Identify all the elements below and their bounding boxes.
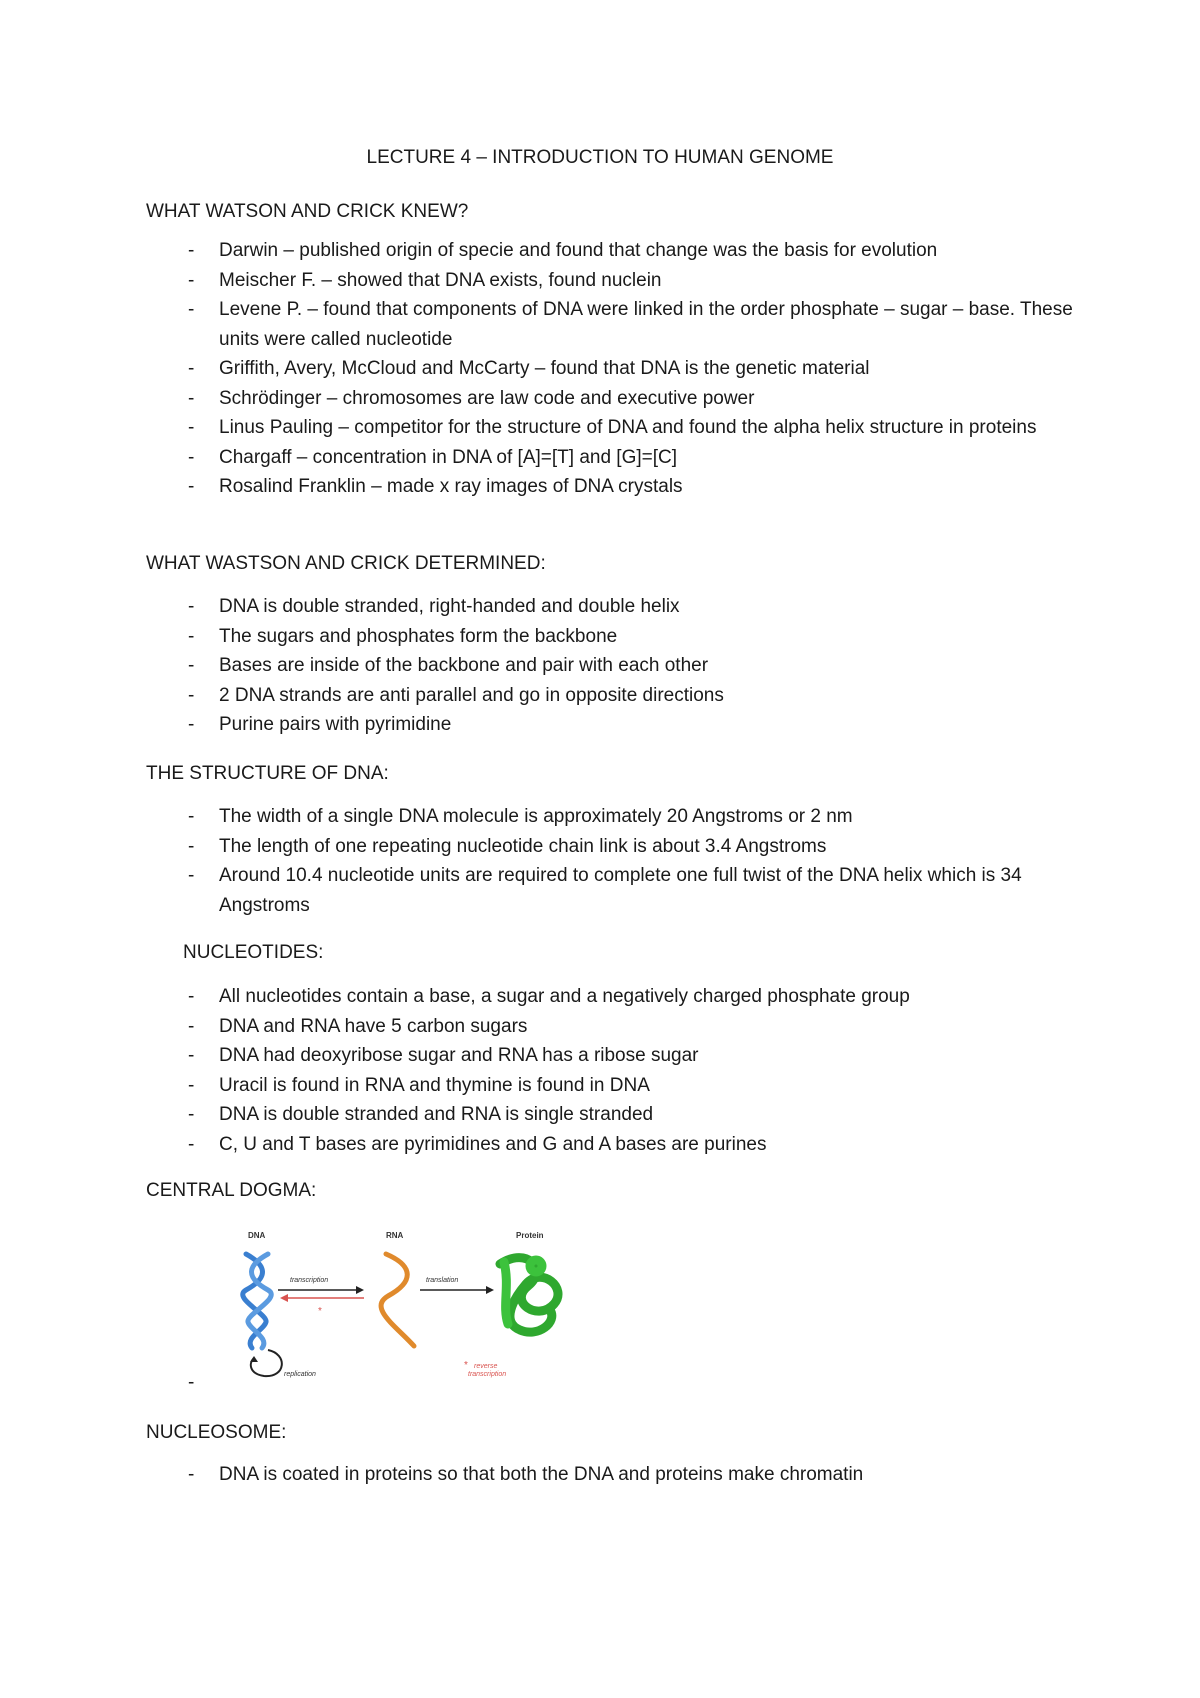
heading-watson-crick-determined: WHAT WASTSON AND CRICK DETERMINED:: [146, 553, 546, 574]
transcription-arrow-icon: [278, 1286, 364, 1294]
figure-star: *: [318, 1306, 322, 1317]
list-item: - DNA had deoxyribose sugar and RNA has a ribose sugar: [146, 1041, 1076, 1071]
list-item: - The sugars and phosphates form the backbone: [146, 622, 1076, 652]
reverse-transcription-arrow-icon: [280, 1294, 364, 1302]
list-item: - The width of a single DNA molecule is approximately 20 Angstroms or 2 nm: [146, 802, 1076, 832]
figure-label-reverse: reverse: [474, 1363, 498, 1370]
list-item: - Rosalind Franklin – made x ray images of DNA crystals: [146, 472, 1076, 502]
list-item: - DNA is coated in proteins so that both the DNA and proteins make chromatin: [146, 1460, 1076, 1490]
dna-helix-icon: [243, 1254, 271, 1348]
list-item: - Levene P. – found that components of DNA were linked in the order phosphate – sugar – base. These units were called nucleotide: [146, 295, 1076, 354]
list-item: - The length of one repeating nucleotide chain link is about 3.4 Angstroms: [146, 832, 1076, 862]
protein-icon: [500, 1258, 558, 1333]
heading-watson-crick-knew: WHAT WATSON AND CRICK KNEW?: [146, 201, 469, 222]
heading-nucleosome: NUCLEOSOME:: [146, 1422, 287, 1443]
heading-central-dogma: CENTRAL DOGMA:: [146, 1180, 317, 1201]
list-item: - Purine pairs with pyrimidine: [146, 710, 1076, 740]
figure-label-protein: Protein: [516, 1231, 544, 1240]
list-item: - 2 DNA strands are anti parallel and go in opposite directions: [146, 681, 1076, 711]
list-nucleotides: [146, 982, 1076, 1159]
heading-structure-of-dna: THE STRUCTURE OF DNA:: [146, 763, 389, 784]
list-nucleosome: [146, 1460, 1076, 1490]
figure-label-replication: replication: [284, 1371, 316, 1378]
list-watson-crick-knew: [146, 236, 1076, 502]
figure-star-reverse: *: [464, 1360, 468, 1371]
list-item: - DNA and RNA have 5 carbon sugars: [146, 1012, 1076, 1042]
translation-arrow-icon: [420, 1286, 494, 1294]
list-item: - Uracil is found in RNA and thymine is found in DNA: [146, 1071, 1076, 1101]
rna-strand-icon: [381, 1254, 414, 1346]
list-watson-crick-determined: [146, 592, 1076, 740]
list-item: - Darwin – published origin of specie and found that change was the basis for evolution: [146, 236, 1076, 266]
central-dogma-figure: [238, 1226, 598, 1382]
list-item: - All nucleotides contain a base, a sugar and a negatively charged phosphate group: [146, 982, 1076, 1012]
list-item: - Linus Pauling – competitor for the structure of DNA and found the alpha helix structure in proteins: [146, 413, 1076, 443]
list-item: - DNA is double stranded and RNA is single stranded: [146, 1100, 1076, 1130]
replication-arrow-icon: [250, 1350, 282, 1376]
figure-label-translation: translation: [426, 1277, 459, 1284]
figure-bullet-dash: -: [188, 1372, 195, 1393]
list-structure-of-dna: [146, 802, 1076, 920]
list-item: - Griffith, Avery, McCloud and McCarty – found that DNA is the genetic material: [146, 354, 1076, 384]
list-item: - DNA is double stranded, right-handed and double helix: [146, 592, 1076, 622]
list-item: - Meischer F. – showed that DNA exists, found nuclein: [146, 266, 1076, 296]
list-item: - Schrödinger – chromosomes are law code and executive power: [146, 384, 1076, 414]
list-item: - Chargaff – concentration in DNA of [A]=[T] and [G]=[C]: [146, 443, 1076, 473]
heading-nucleotides: NUCLEOTIDES:: [183, 942, 324, 963]
list-item: - C, U and T bases are pyrimidines and G and A bases are purines: [146, 1130, 1076, 1160]
figure-label-dna: DNA: [248, 1231, 266, 1240]
figure-label-transcription: transcription: [290, 1277, 329, 1284]
page-title: LECTURE 4 – INTRODUCTION TO HUMAN GENOME: [366, 147, 834, 168]
figure-label-reverse-transcription: transcription: [468, 1371, 507, 1378]
figure-label-rna: RNA: [386, 1231, 404, 1240]
list-item: - Bases are inside of the backbone and pair with each other: [146, 651, 1076, 681]
list-item: - Around 10.4 nucleotide units are required to complete one full twist of the DNA helix which is 34 Angstroms: [146, 861, 1076, 920]
